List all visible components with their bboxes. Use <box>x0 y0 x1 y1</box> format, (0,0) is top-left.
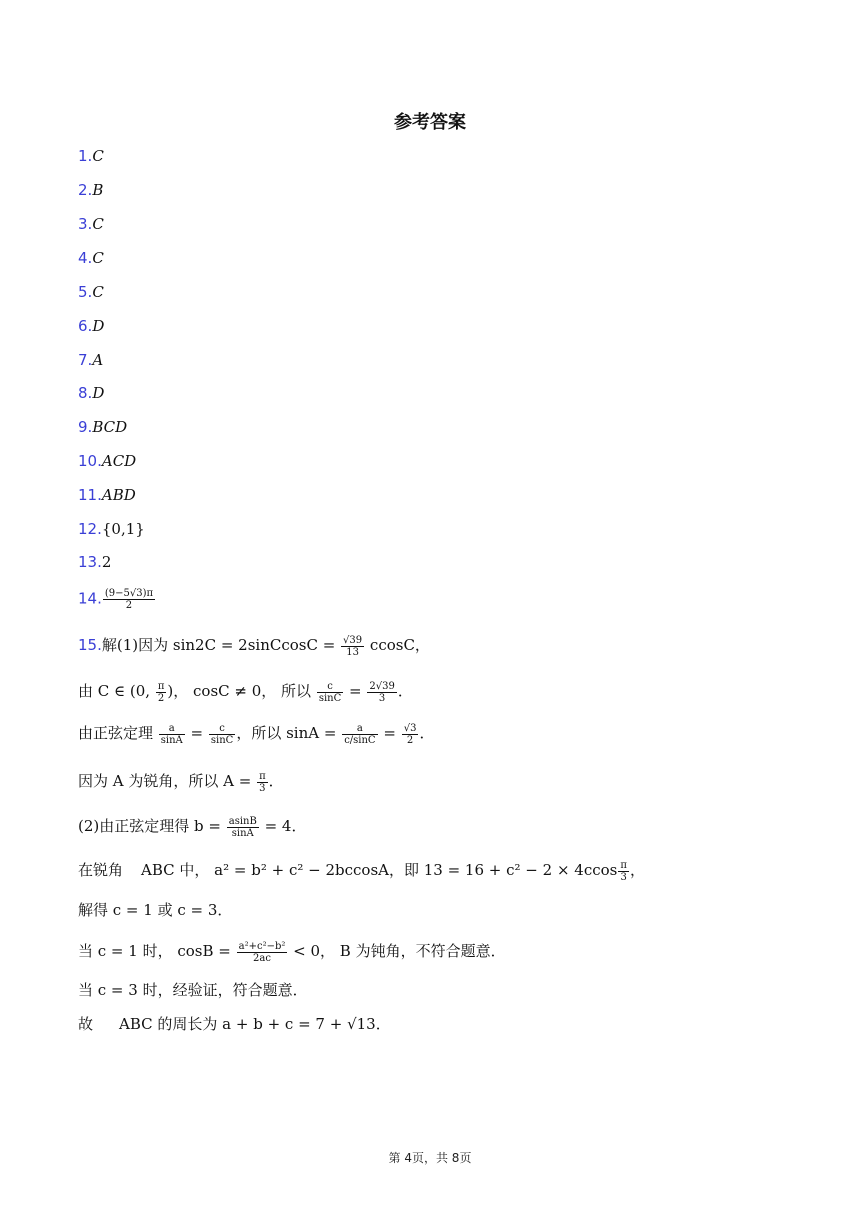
fraction: $\frac{\text{a²+c²−b²}}{2ac}$ <box>238 940 286 964</box>
fraction: $\frac{c}{\sin C}$ <box>210 722 234 746</box>
q15-line-8: 当 c = 1 时， cosB = $\frac{\text{a²+c²−b²}}{2ac}$ < 0， B 为钝角，不符合题意． <box>78 940 506 964</box>
answer-10: 10.ACD <box>78 452 137 470</box>
fraction: $\frac{√39}{13}$ <box>343 634 363 658</box>
answer-8: 8.D <box>78 384 105 402</box>
answer-4: 4.C <box>78 249 104 267</box>
q15-line-5: (2)由正弦定理得 b = $\frac{asinB}{\sin A}$ = 4． <box>78 815 307 839</box>
q15-line-9: 当 c = 3 时，经验证，符合题意． <box>78 981 308 999</box>
q15-line-4: 因为 A 为锐角，所以 A = $\frac{\pi}{3}$ ． <box>78 770 284 794</box>
fraction: $\frac{√3}{2}$ <box>403 722 417 746</box>
fraction: $\frac{\pi}{3}$ <box>620 859 627 883</box>
answer-11: 11.ABD <box>78 486 136 504</box>
answer-6: 6.D <box>78 317 105 335</box>
q15-line-1: 15.解(1)因为 sin2C = 2sinCcosC = $\frac{√39}{13}$ ccosC， <box>78 634 430 658</box>
q15-line-3: 由正弦定理 $\frac{a}{\sin A}$ = $\frac{c}{\sin C}$ ，所以 sinA = $\frac{a}{c/\sin C}$ = $\frac{√3}{2}$ ． <box>78 722 435 746</box>
q15-line-7: 解得 c = 1 或 c = 3． <box>78 901 233 919</box>
answer-2: 2.B <box>78 181 104 199</box>
fraction: $\frac{(9-5√3)\pi}{2}$ <box>104 588 154 611</box>
fraction: $\frac{\pi}{2}$ <box>157 680 165 704</box>
answer-12: 12.{0,1} <box>78 520 145 538</box>
answer-7: 7.A <box>78 351 104 369</box>
answer-9: 9.BCD <box>78 418 128 436</box>
page-footer: 第 4页，共 8页 <box>388 1151 472 1165</box>
answer-3: 3.C <box>78 215 104 233</box>
fraction: $\frac{2√39}{3}$ <box>369 680 395 704</box>
answer-5: 5.C <box>78 283 104 301</box>
q15-line-6: 在锐角 ABC 中， a² = b² + c² − 2bccosA，即 13 = 16 + c² − 2 × 4ccos $\frac{\pi}{3}$ ， <box>78 859 645 883</box>
fraction: $\frac{\pi}{3}$ <box>259 770 266 794</box>
page-title: 参考答案 <box>394 112 466 133</box>
answer-14: 14. $\frac{(9-5√3)\pi}{2}$ <box>78 588 154 611</box>
answer-13: 13.2 <box>78 553 112 571</box>
q15-line-10: 故 ABC 的周长为 a + b + c = 7 + √13． <box>78 1015 391 1033</box>
fraction: $\frac{a}{c/\sin C}$ <box>344 722 376 746</box>
fraction: $\frac{a}{\sin A}$ <box>160 722 183 746</box>
q15-line-2: 由 C ∈ (0, $\frac{\pi}{2}$ )， cosC ≠ 0， 所以 $\frac{c}{\sin C}$ = $\frac{2√39}{3}$ ． <box>78 680 413 704</box>
fraction: $\frac{asinB}{\sin A}$ <box>228 815 257 839</box>
answer-1: 1.C <box>78 147 104 165</box>
fraction: $\frac{c}{\sin C}$ <box>318 680 342 704</box>
